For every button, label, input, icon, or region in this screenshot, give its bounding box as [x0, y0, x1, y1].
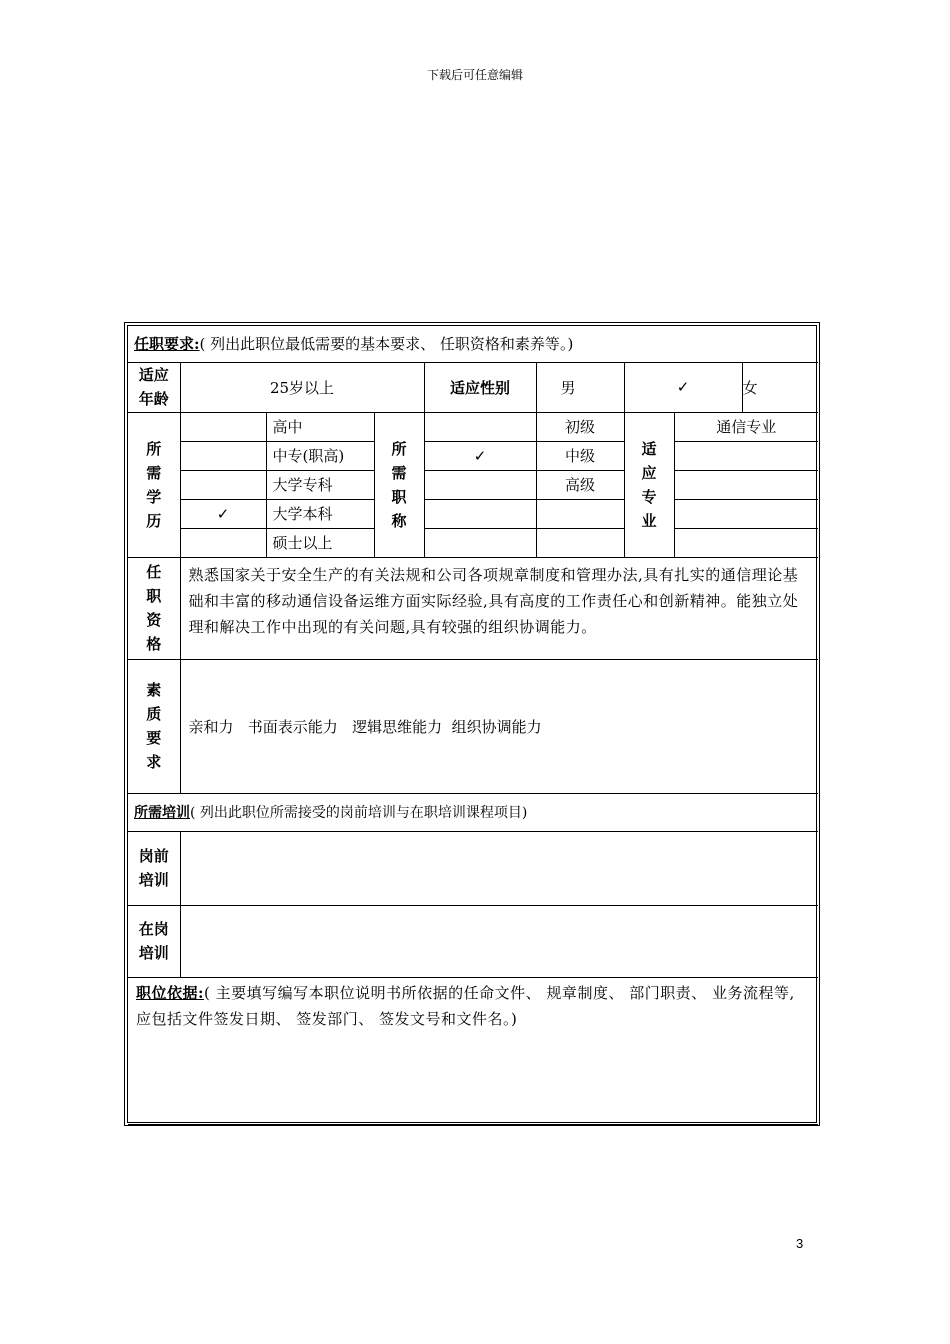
- basis-note: ( 主要填写编写本职位说明书所依据的任命文件、 规章制度、 部门职责、 业务流程等,应包括文件签发日期、 签发部门、 签发文号和文件名。): [136, 983, 795, 1028]
- training-note: ( 列出此职位所需接受的岗前培训与在职培训课程项目): [190, 805, 528, 821]
- education-mark: [180, 470, 266, 499]
- education-level: 大学专科: [266, 470, 374, 499]
- gender-female: 女: [742, 362, 818, 412]
- education-mark: ✓: [180, 499, 266, 528]
- requirements-header: [128, 326, 818, 362]
- major-value: [674, 528, 818, 557]
- requirements-title: 任职要求:: [134, 335, 200, 354]
- title-label: 所 需 职 称: [374, 412, 424, 557]
- title-level: [536, 528, 624, 557]
- education-label: 所 需 学 历: [128, 412, 180, 557]
- education-mark: [180, 412, 266, 441]
- age-value: 25岁以上: [180, 362, 424, 412]
- education-level: 大学本科: [266, 499, 374, 528]
- gender-label: 适应性别: [424, 362, 536, 412]
- major-value: [674, 441, 818, 470]
- major-value: [674, 499, 818, 528]
- title-mark: [424, 470, 536, 499]
- on-job-training-label: 在岗 培训: [128, 905, 180, 977]
- title-mark: [424, 412, 536, 441]
- pre-job-training-label: 岗前 培训: [128, 831, 180, 905]
- quality-text: 亲和力 书面表示能力 逻辑思维能力 组织协调能力: [180, 659, 818, 793]
- qualification-label: 任 职 资 格: [128, 557, 180, 659]
- title-level: [536, 499, 624, 528]
- page-number: 3: [796, 1236, 804, 1251]
- education-level: 中专(职高): [266, 441, 374, 470]
- basis-section: [128, 977, 818, 1124]
- page-header: 下载后可任意编辑: [426, 68, 523, 82]
- job-requirements-form: [124, 322, 820, 1126]
- major-value: 通信专业: [674, 412, 818, 441]
- pre-job-training-value: [180, 831, 818, 905]
- basis-title: 职位依据:: [136, 983, 205, 1002]
- requirements-note: ( 列出此职位最低需要的基本要求、 任职资格和素养等。): [199, 335, 574, 354]
- gender-male-check: ✓: [624, 362, 742, 412]
- requirements-table: [128, 326, 818, 1125]
- title-level: 中级: [536, 441, 624, 470]
- title-mark: [424, 528, 536, 557]
- title-mark: [424, 499, 536, 528]
- education-mark: [180, 441, 266, 470]
- education-level: 高中: [266, 412, 374, 441]
- major-value: [674, 470, 818, 499]
- title-level: 初级: [536, 412, 624, 441]
- title-mark: ✓: [424, 441, 536, 470]
- major-label: 适 应 专 业: [624, 412, 674, 557]
- training-header: [128, 793, 818, 831]
- gender-male: 男: [536, 362, 624, 412]
- training-title: 所需培训: [134, 805, 190, 821]
- education-level: 硕士以上: [266, 528, 374, 557]
- quality-label: 素 质 要 求: [128, 659, 180, 793]
- qualification-text: 熟悉国家关于安全生产的有关法规和公司各项规章制度和管理办法,具有扎实的通信理论基础和丰富的移动通信设备运维方面实际经验,具有高度的工作责任心和创新精神。能独立处理和解决工作中出现的有关问题,具有较强的组织协调能力。: [180, 557, 818, 659]
- education-mark: [180, 528, 266, 557]
- age-label: 适应 年龄: [128, 362, 180, 412]
- on-job-training-value: [180, 905, 818, 977]
- title-level: 高级: [536, 470, 624, 499]
